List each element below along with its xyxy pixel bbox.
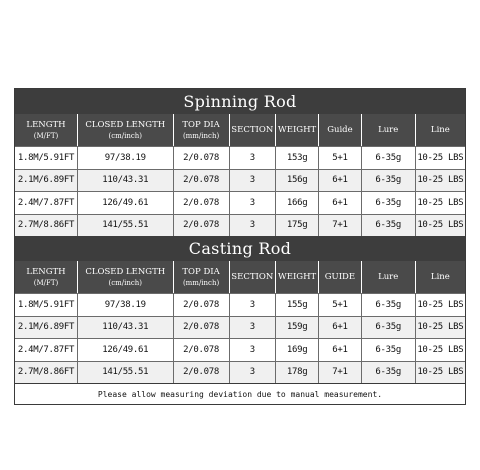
cell-line: 10-25 LBS xyxy=(415,339,465,361)
cell-length: 2.4M/7.87FT xyxy=(17,344,75,355)
header-lure-label: Lure xyxy=(378,271,399,282)
cell-guide: 6+1 xyxy=(318,170,360,192)
header-section-label: SECTION xyxy=(231,271,274,282)
cell-top-dia: 2/0.078 xyxy=(173,317,229,339)
spec-table xyxy=(14,88,466,405)
cell-line: 10-25 LBS xyxy=(415,317,465,339)
cell-guide: 7+1 xyxy=(318,215,360,237)
cell-lure: 6-35g xyxy=(361,147,415,169)
cell-section: 3 xyxy=(229,317,275,339)
cell-guide: 7+1 xyxy=(318,362,360,384)
cell-section: 3 xyxy=(229,215,275,237)
cell-line: 10-25 LBS xyxy=(415,362,465,384)
cell-length: 2.1M/6.89FT xyxy=(17,322,75,333)
cell-guide: 5+1 xyxy=(318,147,360,169)
header-length-unit: (M/FT) xyxy=(33,131,59,140)
cell-length: 2.1M/6.89FT xyxy=(17,175,75,186)
cell-line: 10-25 LBS xyxy=(415,294,465,316)
cell-length: 2.7M/8.86FT xyxy=(17,220,75,231)
cell-top-dia: 2/0.078 xyxy=(173,294,229,316)
casting-rod-title: Casting Rod xyxy=(15,236,465,261)
cell-closed-length: 141/55.51 xyxy=(77,362,173,384)
table-row xyxy=(15,338,465,361)
cell-section: 3 xyxy=(229,294,275,316)
cell-closed-length: 110/43.31 xyxy=(77,317,173,339)
table-row xyxy=(15,169,465,192)
header-length xyxy=(15,114,77,146)
header-weight xyxy=(275,261,318,293)
cell-weight: 175g xyxy=(275,215,318,237)
casting-header-row xyxy=(15,261,465,293)
cell-closed-length: 110/43.31 xyxy=(77,170,173,192)
cell-weight: 153g xyxy=(275,147,318,169)
table-row xyxy=(15,214,465,237)
cell-length: 1.8M/5.91FT xyxy=(17,299,75,310)
cell-lure: 6-35g xyxy=(361,294,415,316)
cell-line: 10-25 LBS xyxy=(415,215,465,237)
table-row xyxy=(15,316,465,339)
cell-weight: 178g xyxy=(275,362,318,384)
cell-top-dia: 2/0.078 xyxy=(173,339,229,361)
cell-weight: 166g xyxy=(275,192,318,214)
header-closed-length-label: CLOSED LENGTH xyxy=(85,119,166,130)
header-line-label: Line xyxy=(430,271,450,282)
cell-line: 10-25 LBS xyxy=(415,170,465,192)
header-weight xyxy=(275,114,318,146)
cell-closed-length: 126/49.61 xyxy=(77,339,173,361)
header-top-dia xyxy=(173,261,229,293)
cell-weight: 159g xyxy=(275,317,318,339)
cell-closed-length: 97/38.19 xyxy=(77,294,173,316)
header-length-label: LENGTH xyxy=(26,266,66,277)
cell-section: 3 xyxy=(229,147,275,169)
header-section xyxy=(229,114,275,146)
measurement-note: Please allow measuring deviation due to manual measurement. xyxy=(15,383,465,404)
cell-line: 10-25 LBS xyxy=(415,192,465,214)
header-line xyxy=(415,114,465,146)
cell-weight: 155g xyxy=(275,294,318,316)
cell-closed-length: 97/38.19 xyxy=(77,147,173,169)
cell-guide: 6+1 xyxy=(318,317,360,339)
header-top-dia-unit: (mm/inch) xyxy=(182,131,220,140)
header-weight-label: WEIGHT xyxy=(278,124,317,135)
spinning-header-row xyxy=(15,114,465,146)
header-length-label: LENGTH xyxy=(26,119,66,130)
table-row xyxy=(15,293,465,316)
cell-top-dia: 2/0.078 xyxy=(173,362,229,384)
header-section xyxy=(229,261,275,293)
header-guide-label: GUIDE xyxy=(324,271,356,282)
cell-length: 2.7M/8.86FT xyxy=(17,367,75,378)
cell-section: 3 xyxy=(229,339,275,361)
header-top-dia-unit: (mm/inch) xyxy=(182,278,220,287)
cell-closed-length: 141/55.51 xyxy=(77,215,173,237)
header-closed-length-label: CLOSED LENGTH xyxy=(85,266,166,277)
header-top-dia xyxy=(173,114,229,146)
cell-guide: 6+1 xyxy=(318,339,360,361)
cell-weight: 156g xyxy=(275,170,318,192)
table-row xyxy=(15,191,465,214)
table-row xyxy=(15,146,465,169)
cell-lure: 6-35g xyxy=(361,215,415,237)
header-top-dia-label: TOP DIA xyxy=(182,119,220,130)
header-section-label: SECTION xyxy=(231,124,274,135)
spinning-rod-title: Spinning Rod xyxy=(15,89,465,114)
header-guide-label: Guide xyxy=(327,124,353,135)
header-lure xyxy=(361,114,415,146)
cell-guide: 5+1 xyxy=(318,294,360,316)
header-closed-length-unit: (cm/inch) xyxy=(108,131,143,140)
header-closed-length-unit: (cm/inch) xyxy=(108,278,143,287)
cell-lure: 6-35g xyxy=(361,339,415,361)
header-weight-label: WEIGHT xyxy=(278,271,317,282)
header-line xyxy=(415,261,465,293)
cell-section: 3 xyxy=(229,362,275,384)
cell-lure: 6-35g xyxy=(361,192,415,214)
header-top-dia-label: TOP DIA xyxy=(182,266,220,277)
cell-length: 2.4M/7.87FT xyxy=(17,197,75,208)
cell-lure: 6-35g xyxy=(361,362,415,384)
header-closed-length xyxy=(77,114,173,146)
header-line-label: Line xyxy=(430,124,450,135)
cell-length: 1.8M/5.91FT xyxy=(17,152,75,163)
cell-closed-length: 126/49.61 xyxy=(77,192,173,214)
header-closed-length xyxy=(77,261,173,293)
cell-lure: 6-35g xyxy=(361,170,415,192)
cell-section: 3 xyxy=(229,192,275,214)
cell-top-dia: 2/0.078 xyxy=(173,147,229,169)
cell-section: 3 xyxy=(229,170,275,192)
header-lure xyxy=(361,261,415,293)
cell-lure: 6-35g xyxy=(361,317,415,339)
cell-line: 10-25 LBS xyxy=(415,147,465,169)
cell-weight: 169g xyxy=(275,339,318,361)
header-lure-label: Lure xyxy=(378,124,399,135)
cell-top-dia: 2/0.078 xyxy=(173,192,229,214)
header-guide xyxy=(318,114,360,146)
cell-guide: 6+1 xyxy=(318,192,360,214)
header-guide xyxy=(318,261,360,293)
table-row xyxy=(15,361,465,384)
header-length-unit: (M/FT) xyxy=(33,278,59,287)
header-length xyxy=(15,261,77,293)
cell-top-dia: 2/0.078 xyxy=(173,215,229,237)
cell-top-dia: 2/0.078 xyxy=(173,170,229,192)
